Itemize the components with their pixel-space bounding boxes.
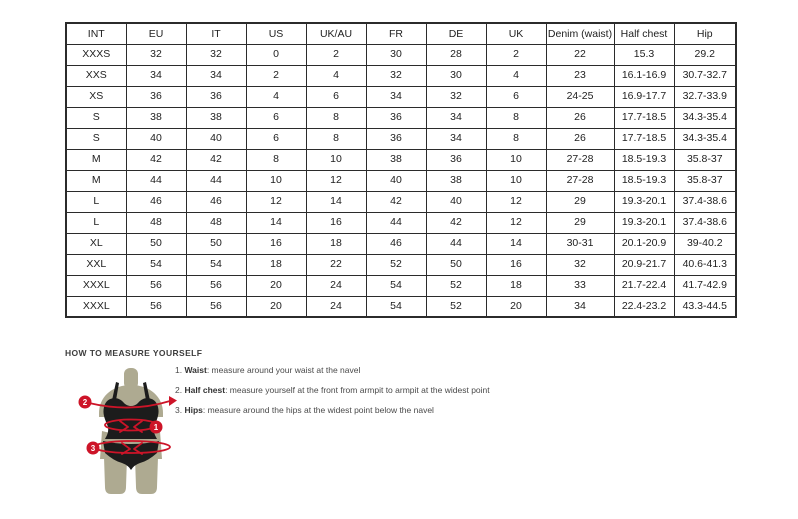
size-cell: L (66, 212, 126, 233)
table-row (66, 107, 736, 128)
size-cell: 22.4-23.2 (614, 296, 674, 317)
size-cell: 28 (426, 44, 486, 65)
marker-2-number: 2 (82, 398, 88, 407)
size-cell: 0 (246, 44, 306, 65)
size-cell: M (66, 170, 126, 191)
instruction-label: Hips (184, 405, 203, 415)
size-cell: 14 (306, 191, 366, 212)
size-cell: 12 (486, 212, 546, 233)
size-cell: 12 (486, 191, 546, 212)
size-cell: 54 (366, 296, 426, 317)
column-header: DE (426, 23, 486, 44)
instruction-item (175, 360, 615, 380)
size-cell: 38 (426, 170, 486, 191)
size-cell: XS (66, 86, 126, 107)
size-cell: 56 (126, 296, 186, 317)
table-row (66, 212, 736, 233)
size-cell: 39-40.2 (674, 233, 736, 254)
size-cell: 18.5-19.3 (614, 149, 674, 170)
mannequin-figure (76, 367, 186, 502)
size-cell: 52 (366, 254, 426, 275)
size-cell: 50 (426, 254, 486, 275)
table-row (66, 275, 736, 296)
size-cell: 15.3 (614, 44, 674, 65)
size-cell: 34.3-35.4 (674, 128, 736, 149)
size-cell: 56 (126, 275, 186, 296)
size-cell: XXL (66, 254, 126, 275)
size-cell: 40 (366, 170, 426, 191)
size-cell: 52 (426, 296, 486, 317)
size-cell: 46 (366, 233, 426, 254)
size-cell: 40 (186, 128, 246, 149)
size-cell: 4 (306, 65, 366, 86)
size-cell: 38 (126, 107, 186, 128)
table-row (66, 44, 736, 65)
size-cell: 44 (186, 170, 246, 191)
column-header: Denim (waist) (546, 23, 614, 44)
size-cell: 27-28 (546, 149, 614, 170)
size-cell: 36 (426, 149, 486, 170)
size-cell: 34 (186, 65, 246, 86)
size-cell: 8 (486, 107, 546, 128)
size-cell: 8 (306, 128, 366, 149)
marker-3-number: 3 (90, 444, 96, 453)
size-cell: 48 (186, 212, 246, 233)
size-cell: 37.4-38.6 (674, 191, 736, 212)
size-cell: 32 (546, 254, 614, 275)
column-header: US (246, 23, 306, 44)
size-cell: 48 (126, 212, 186, 233)
size-cell: 32 (426, 86, 486, 107)
size-cell: 21.7-22.4 (614, 275, 674, 296)
size-cell: XXXL (66, 296, 126, 317)
table-row (66, 191, 736, 212)
size-cell: 24-25 (546, 86, 614, 107)
size-cell: 35.8-37 (674, 170, 736, 191)
size-cell: 20 (246, 296, 306, 317)
size-cell: 38 (186, 107, 246, 128)
instruction-item (175, 400, 615, 420)
size-cell: 56 (186, 296, 246, 317)
size-cell: 36 (126, 86, 186, 107)
size-cell: 16 (486, 254, 546, 275)
size-cell: 30-31 (546, 233, 614, 254)
size-cell: S (66, 107, 126, 128)
size-cell: 18 (486, 275, 546, 296)
size-cell: 12 (246, 191, 306, 212)
size-cell: 33 (546, 275, 614, 296)
marker-1-number: 1 (153, 423, 159, 432)
size-cell: 38 (366, 149, 426, 170)
size-cell: 6 (246, 107, 306, 128)
size-cell: 14 (486, 233, 546, 254)
size-cell: 2 (486, 44, 546, 65)
size-cell: 6 (246, 128, 306, 149)
size-cell: M (66, 149, 126, 170)
size-cell: 24 (306, 275, 366, 296)
size-chart-body (66, 44, 736, 317)
column-header: IT (186, 23, 246, 44)
size-cell: 4 (486, 65, 546, 86)
size-cell: S (66, 128, 126, 149)
size-cell: 43.3-44.5 (674, 296, 736, 317)
table-row (66, 170, 736, 191)
instruction-number: 1. (175, 365, 185, 375)
size-cell: 22 (306, 254, 366, 275)
size-cell: 16 (306, 212, 366, 233)
size-cell: 34.3-35.4 (674, 107, 736, 128)
size-cell: 8 (486, 128, 546, 149)
column-header: Half chest (614, 23, 674, 44)
instruction-text: : measure around the hips at the widest point below the navel (202, 405, 434, 415)
size-cell: 30 (426, 65, 486, 86)
size-cell: 42 (366, 191, 426, 212)
size-cell: 54 (126, 254, 186, 275)
size-cell: 44 (126, 170, 186, 191)
size-cell: 40 (426, 191, 486, 212)
instruction-text: : measure yourself at the front from armpit to armpit at the widest point (225, 385, 490, 395)
size-cell: 2 (246, 65, 306, 86)
instruction-item (175, 380, 615, 400)
size-cell: 44 (426, 233, 486, 254)
instruction-label: Half chest (184, 385, 226, 395)
size-cell: 14 (246, 212, 306, 233)
size-cell: XXXS (66, 44, 126, 65)
size-cell: 54 (366, 275, 426, 296)
size-cell: 46 (126, 191, 186, 212)
size-cell: 18.5-19.3 (614, 170, 674, 191)
size-cell: 8 (306, 107, 366, 128)
column-header: INT (66, 23, 126, 44)
table-row (66, 233, 736, 254)
size-cell: 10 (246, 170, 306, 191)
size-cell: 29 (546, 212, 614, 233)
size-cell: 12 (306, 170, 366, 191)
size-cell: 17.7-18.5 (614, 128, 674, 149)
size-cell: 36 (366, 107, 426, 128)
table-row (66, 65, 736, 86)
size-cell: L (66, 191, 126, 212)
size-cell: 42 (126, 149, 186, 170)
size-cell: 16 (246, 233, 306, 254)
size-cell: 30.7-32.7 (674, 65, 736, 86)
size-cell: 35.8-37 (674, 149, 736, 170)
size-cell: 18 (246, 254, 306, 275)
size-cell: 42 (426, 212, 486, 233)
size-cell: 17.7-18.5 (614, 107, 674, 128)
size-cell: 20 (246, 275, 306, 296)
size-cell: 20.9-21.7 (614, 254, 674, 275)
size-cell: 36 (186, 86, 246, 107)
size-cell: 10 (486, 149, 546, 170)
size-cell: 22 (546, 44, 614, 65)
size-cell: 4 (246, 86, 306, 107)
table-row (66, 296, 736, 317)
size-cell: 29 (546, 191, 614, 212)
table-row (66, 128, 736, 149)
size-cell: XXXL (66, 275, 126, 296)
size-cell: 32 (126, 44, 186, 65)
size-cell: 56 (186, 275, 246, 296)
size-cell: 41.7-42.9 (674, 275, 736, 296)
size-cell: 20 (486, 296, 546, 317)
size-cell: 32.7-33.9 (674, 86, 736, 107)
size-chart-table (65, 22, 737, 318)
size-cell: 29.2 (674, 44, 736, 65)
size-cell: 32 (186, 44, 246, 65)
size-cell: 44 (366, 212, 426, 233)
table-row (66, 254, 736, 275)
size-cell: XXS (66, 65, 126, 86)
instruction-number: 3. (175, 405, 185, 415)
size-cell: 34 (366, 86, 426, 107)
size-cell: 10 (486, 170, 546, 191)
size-cell: 19.3-20.1 (614, 212, 674, 233)
size-cell: 36 (366, 128, 426, 149)
column-header: UK (486, 23, 546, 44)
size-cell: 19.3-20.1 (614, 191, 674, 212)
size-cell: 42 (186, 149, 246, 170)
size-cell: 6 (486, 86, 546, 107)
column-header: FR (366, 23, 426, 44)
table-row (66, 86, 736, 107)
size-chart (65, 22, 735, 318)
size-cell: 8 (246, 149, 306, 170)
size-cell: 34 (426, 107, 486, 128)
size-cell: 34 (126, 65, 186, 86)
size-cell: 23 (546, 65, 614, 86)
size-cell: 2 (306, 44, 366, 65)
size-cell: 27-28 (546, 170, 614, 191)
measure-instructions (175, 360, 615, 420)
size-cell: 37.4-38.6 (674, 212, 736, 233)
size-cell: 52 (426, 275, 486, 296)
size-cell: 40 (126, 128, 186, 149)
size-cell: 26 (546, 107, 614, 128)
size-cell: 40.6-41.3 (674, 254, 736, 275)
size-cell: 46 (186, 191, 246, 212)
instruction-text: : measure around your waist at the navel (206, 365, 361, 375)
size-cell: 50 (126, 233, 186, 254)
instruction-number: 2. (175, 385, 185, 395)
size-cell: 20.1-20.9 (614, 233, 674, 254)
size-cell: 16.9-17.7 (614, 86, 674, 107)
size-cell: 30 (366, 44, 426, 65)
size-cell: 6 (306, 86, 366, 107)
column-header: UK/AU (306, 23, 366, 44)
size-chart-header-row (66, 23, 736, 44)
size-cell: 16.1-16.9 (614, 65, 674, 86)
size-cell: 10 (306, 149, 366, 170)
size-cell: 26 (546, 128, 614, 149)
column-header: EU (126, 23, 186, 44)
size-cell: 24 (306, 296, 366, 317)
size-cell: 54 (186, 254, 246, 275)
size-cell: 34 (546, 296, 614, 317)
size-cell: 50 (186, 233, 246, 254)
size-cell: 34 (426, 128, 486, 149)
instruction-label: Waist (184, 365, 207, 375)
table-row (66, 149, 736, 170)
measure-section-title: HOW TO MEASURE YOURSELF (65, 348, 203, 358)
size-cell: XL (66, 233, 126, 254)
size-cell: 32 (366, 65, 426, 86)
column-header: Hip (674, 23, 736, 44)
size-cell: 18 (306, 233, 366, 254)
